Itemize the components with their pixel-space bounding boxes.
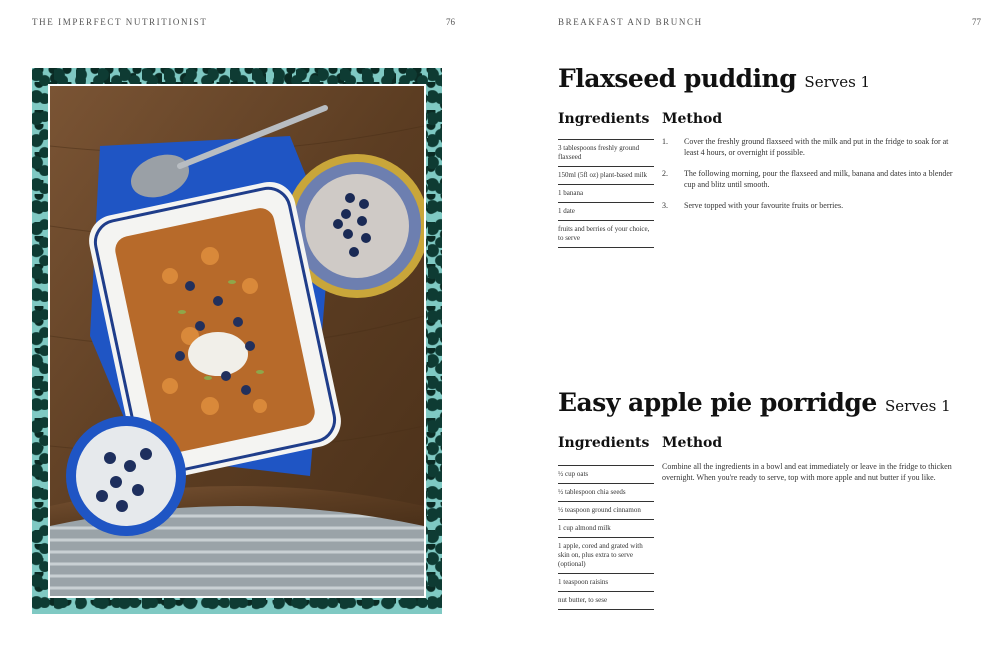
- step-text: Serve topped with your favourite fruits or berries.: [684, 201, 844, 210]
- recipe-title: [558, 64, 870, 93]
- method-text: Combine all the ingredients in a bowl and eat immediately or leave in the fridge to thicken overnight. When you're ready to serve, top with more apple and nut butter if you like.: [662, 462, 952, 482]
- ingredient-item: ½ cup oats: [558, 465, 654, 484]
- method-step: [662, 168, 954, 190]
- running-head-left: THE IMPERFECT NUTRITIONIST: [32, 17, 208, 27]
- running-head-right: BREAKFAST AND BRUNCH: [558, 17, 703, 27]
- ingredients-heading: Ingredients: [558, 435, 650, 451]
- step-number: 3.: [662, 201, 668, 210]
- ingredient-item: fruits and berries of your choice, to serve: [558, 221, 654, 248]
- method-heading: Method: [662, 111, 723, 127]
- ingredient-item: 1 date: [558, 203, 654, 221]
- food-photo: [48, 84, 426, 598]
- ingredients-list: [558, 139, 654, 248]
- ingredient-item: 1 banana: [558, 185, 654, 203]
- ingredient-item: 3 tablespoons freshly ground flaxseed: [558, 139, 654, 167]
- step-number: 2.: [662, 169, 668, 178]
- page-number-left: 76: [446, 17, 455, 27]
- ingredients-list: [558, 465, 654, 610]
- ingredient-item: 1 apple, cored and grated with skin on, plus extra to serve (optional): [558, 538, 654, 574]
- recipe-title-text: Easy apple pie porridge: [558, 388, 877, 417]
- page-number-right: 77: [972, 17, 981, 27]
- ingredient-item: nut butter, to sese: [558, 592, 654, 610]
- serves-label: Serves 1: [885, 397, 951, 415]
- method-steps: [662, 136, 954, 221]
- method-step: [662, 136, 954, 158]
- serves-label: Serves 1: [804, 73, 871, 91]
- ingredient-item: 1 teaspoon raisins: [558, 574, 654, 592]
- ingredients-heading: Ingredients: [558, 111, 650, 127]
- food-photo-illustration: [50, 86, 424, 596]
- ingredient-item: 150ml (5fl oz) plant-based milk: [558, 167, 654, 185]
- recipe-title-text: Flaxseed pudding: [558, 64, 797, 93]
- ingredient-item: 1 cup almond milk: [558, 520, 654, 538]
- step-number: 1.: [662, 137, 668, 146]
- step-text: The following morning, pour the flaxseed and milk, banana and dates into a blender cup and blitz until smooth.: [684, 169, 953, 189]
- step-text: Cover the freshly ground flaxseed with the milk and put in the fridge to soak for at least 4 hours, or overnight if possible.: [684, 137, 949, 157]
- method-step: [662, 200, 954, 211]
- recipe-title: [558, 388, 951, 417]
- ingredient-item: ½ teaspoon ground cinnamon: [558, 502, 654, 520]
- method-heading: Method: [662, 435, 723, 451]
- food-photo-frame: [32, 68, 442, 614]
- ingredient-item: ½ tablespoon chia seeds: [558, 484, 654, 502]
